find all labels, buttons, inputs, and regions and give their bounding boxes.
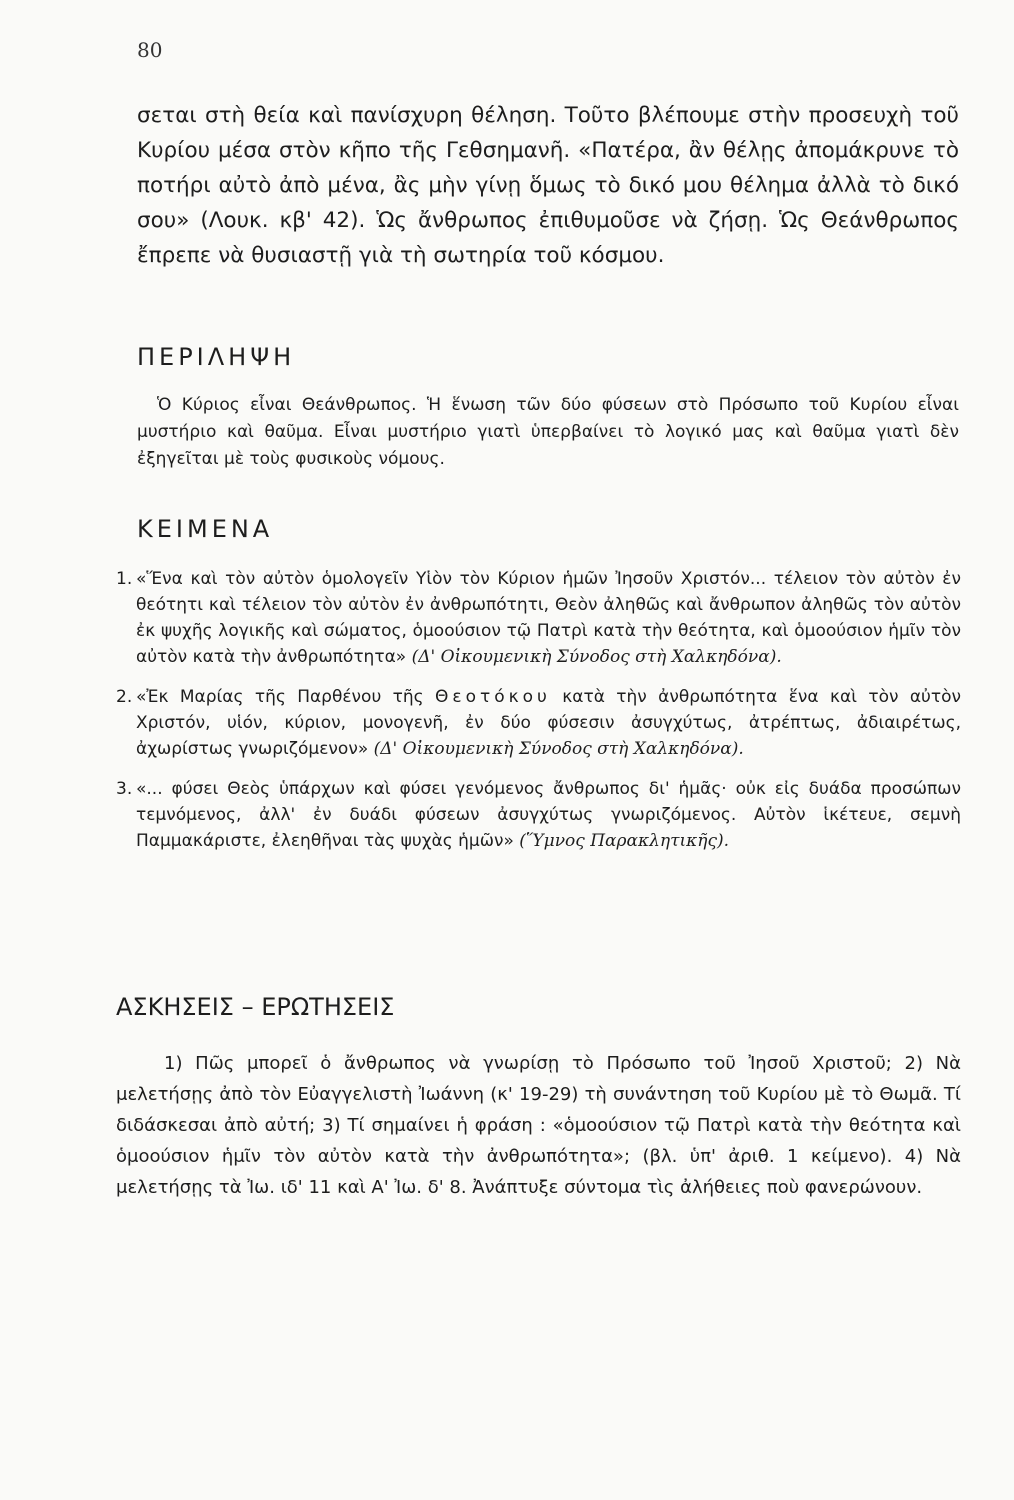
text-item-quote-start: «Ἐκ Μαρίας τῆς Παρθένου τῆς (136, 687, 436, 707)
text-item-body (136, 684, 961, 762)
text-item-body (136, 566, 961, 670)
summary-paragraph: Ὁ Κύριος εἶναι Θεάνθρωπος. Ἡ ἕνωση τῶν δύο φύσεων στὸ Πρόσωπο τοῦ Κυρίου εἶναι μυστήριο καὶ θαῦμα. Εἶναι μυστήριο γιατὶ ὑπερβαίνει τὸ λογικό μας καὶ θαῦμα γιατὶ δὲν ἐξηγεῖται μὲ τοὺς φυσικοὺς νόμους. (137, 395, 959, 469)
text-item-source: (Δ' Οἰκουμενικὴ Σύνοδος στὴ Χαλκηδόνα). (411, 647, 782, 667)
text-item-quote-end: κατὰ τὴν ἀνθρωπότητα ἕνα καὶ τὸν αὐτὸν Χριστόν, υἱόν, κύριον, μονογενῆ, ἐν δύο φύσεσιν ἀσυγχύτως, ἀτρέπτως, ἀδιαιρέτως, ἀχωρίστως γνωριζόμενον» (136, 687, 962, 759)
summary-section (137, 392, 959, 473)
text-item-body (136, 776, 961, 854)
text-item-quote: «Ἕνα καὶ τὸν αὐτὸν ὁμολογεῖν Υἱὸν τὸν Κύριον ἡμῶν Ἰησοῦν Χριστόν... τέλειον τὸν αὐτὸν ἐν θεότητι καὶ τέλειον τὸν αὐτὸν ἐν ἀνθρωπότητι, Θεὸν ἀληθῶς καὶ ἄνθρωπον ἀληθῶς τὸν αὐτὸν ἐκ ψυχῆς λογικῆς καὶ σώματος, ὁμοούσιον τῷ Πατρὶ κατὰ τὴν θεότητα, καὶ ὁμοούσιον ἡμῖν τὸν αὐτὸν κατὰ τὴν ἀνθρωπότητα» (136, 569, 961, 667)
text-item-1 (116, 566, 961, 670)
page-number: 80 (137, 38, 163, 62)
text-item-quote: «... φύσει Θεὸς ὑπάρχων καὶ φύσει γενόμενος ἄνθρωπος δι' ἡμᾶς· οὐκ εἰς δυάδα προσώπων τεμνόμενος, ἀλλ' ἐν δυάδι φύσεων ἀσυγχύτως γνωριζόμενος. Αὐτὸν ἱκέτευε, σεμνὴ Παμμακάριστε, ἐλεηθῆναι τὰς ψυχὰς ἡμῶν» (136, 779, 961, 851)
exercises-heading: ΑΣΚΗΣΕΙΣ – ΕΡΩΤΗΣΕΙΣ (116, 993, 395, 1021)
text-item-3 (116, 776, 961, 854)
summary-heading: ΠΕΡΙΛΗΨΗ (137, 343, 296, 371)
exercises-section (116, 1048, 961, 1203)
text-item-source: (Ὕμνος Παρακλητικῆς). (519, 831, 730, 851)
exercises-paragraph: 1) Πῶς μπορεῖ ὁ ἄνθρωπος νὰ γνωρίσῃ τὸ Πρόσωπο τοῦ Ἰησοῦ Χριστοῦ; 2) Νὰ μελετήσῃς ἀπὸ τὸν Εὐαγγελιστὴ Ἰωάννη (κ' 19-29) τὴ συνάντηση τοῦ Κυρίου μὲ τὸ Θωμᾶ. Τί διδάσκεσαι ἀπὸ αὐτή; 3) Τί σημαίνει ἡ φράση : «ὁμοούσιον τῷ Πατρὶ κατὰ τὴν θεότητα καὶ ὁμοούσιον ἡμῖν τὸν αὐτὸν κατὰ τὴν ἀνθρωπότητα»; (βλ. ὑπ' ἀριθ. 1 κείμενο). 4) Νὰ μελετήσῃς τὰ Ἰω. ιδ' 11 καὶ Α' Ἰω. δ' 8. Ἀνάπτυξε σύντομα τὶς ἀλήθειες ποὺ φανερώνουν. (116, 1053, 961, 1198)
text-item-emphasis: Θεοτόκου (435, 687, 551, 707)
text-item-source: (Δ' Οἰκουμενικὴ Σύνοδος στὴ Χαλκηδόνα). (373, 739, 744, 759)
intro-paragraph: σεται στὴ θεία καὶ πανίσχυρη θέληση. Τοῦτο βλέπουμε στὴν προσευχὴ τοῦ Κυρίου μέσα στὸν κῆπο τῆς Γεθσημανῆ. «Πατέρα, ἂν θέλῃς ἀπομάκρυνε τὸ ποτήρι αὐτὸ ἀπὸ μένα, ἂς μὴν γίνῃ ὅμως τὸ δικό μου θέλημα ἀλλὰ τὸ δικό σου» (Λουκ. κβ' 42). Ὡς ἄνθρωπος ἐπιθυμοῦσε νὰ ζήσῃ. Ὡς Θεάνθρωπος ἔπρεπε νὰ θυσιαστῇ γιὰ τὴ σωτηρία τοῦ κόσμου. (137, 103, 959, 268)
texts-heading: ΚΕΙΜΕΝΑ (137, 515, 274, 543)
text-item-2 (116, 684, 961, 762)
text-item-number: 1. (116, 569, 133, 589)
text-item-number: 2. (116, 687, 133, 707)
text-item-number: 3. (116, 779, 133, 799)
texts-section (116, 566, 961, 868)
